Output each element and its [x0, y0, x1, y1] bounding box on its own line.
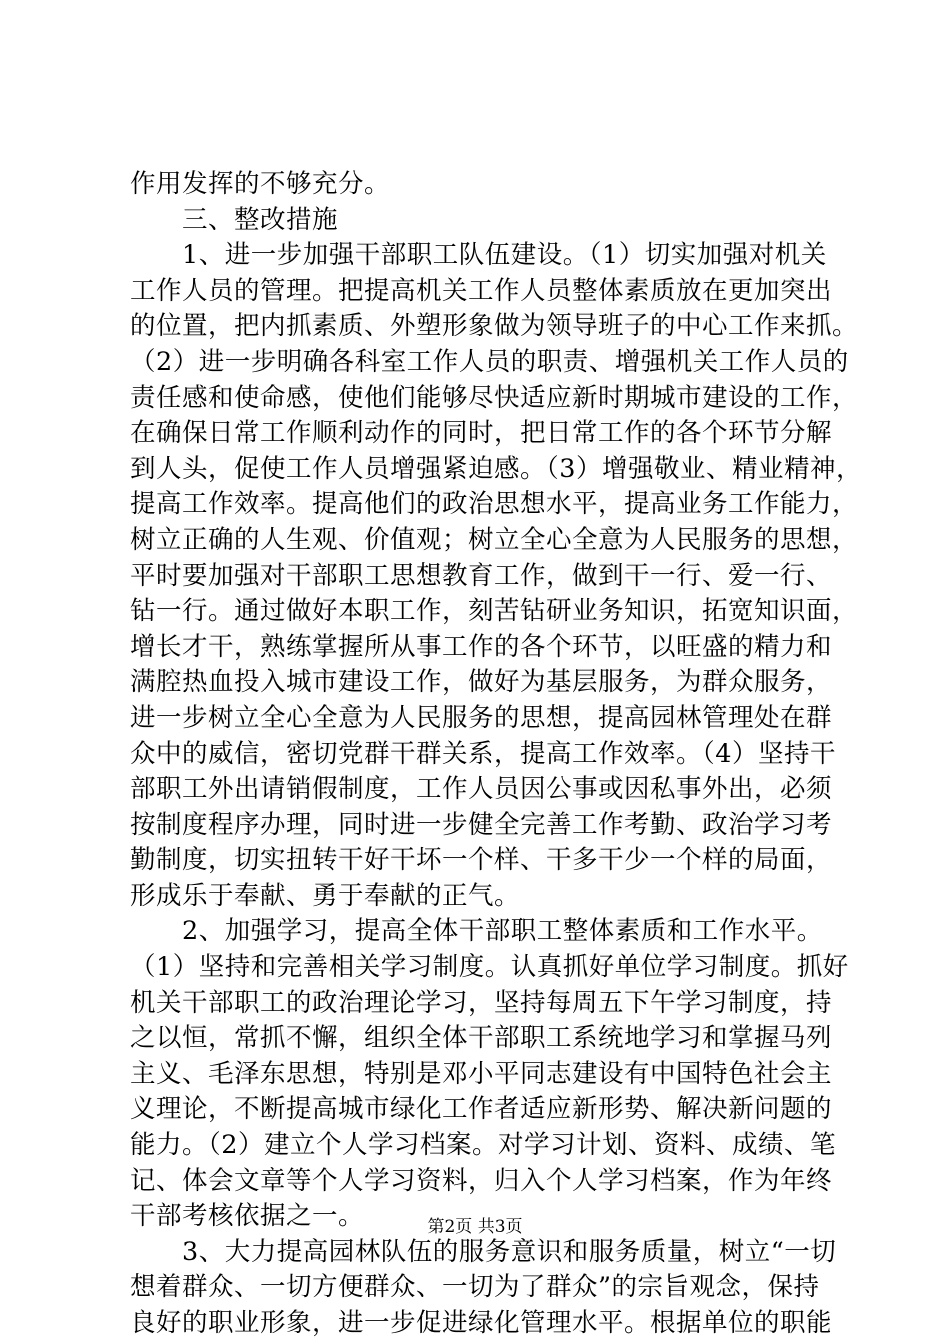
text-line: 增长才干，熟练掌握所从事工作的各个环节，以旺盛的精力和: [130, 631, 833, 662]
paragraph-start: 2、加强学习，提高全体干部职工整体素质和工作水平。: [182, 916, 823, 947]
text-line: （2）进一步明确各科室工作人员的职责、增强机关工作人员的: [130, 346, 849, 377]
text-line: 记、体会文章等个人学习资料，归入个人学习档案，作为年终: [130, 1165, 833, 1196]
text-line: 在确保日常工作顺利动作的同时，把日常工作的各个环节分解: [130, 418, 833, 449]
text-line: 按制度程序办理，同时进一步健全完善工作考勤、政治学习考: [130, 809, 833, 840]
text-line: 部职工外出请销假制度，工作人员因公事或因私事外出，必须: [130, 774, 833, 805]
text-line: 工作人员的管理。把提高机关工作人员整体素质放在更加突出: [130, 275, 833, 306]
text-line: （1）坚持和完善相关学习制度。认真抓好单位学习制度。抓好: [130, 952, 849, 983]
page-number-footer: 第2页 共3页: [427, 1217, 523, 1237]
paragraph-start: 3、大力提高园林队伍的服务意识和服务质量，树立“一切: [182, 1236, 837, 1267]
text-line: 义理论，不断提高城市绿化工作者适应新形势、解决新问题的: [130, 1094, 833, 1125]
text-line: 勤制度，切实扭转干好干坏一个样、干多干少一个样的局面，: [130, 845, 833, 876]
paragraph-start: 1、进一步加强干部职工队伍建设。（1）切实加强对机关: [182, 240, 827, 271]
text-line: 形成乐于奉献、勇于奉献的正气。: [130, 880, 521, 911]
text-line: 干部考核依据之一。: [130, 1201, 365, 1232]
document-body: [130, 167, 862, 1342]
text-line: 平时要加强对干部职工思想教育工作，做到干一行、爱一行、: [130, 560, 833, 591]
text-line: 提高工作效率。提高他们的政治思想水平，提高业务工作能力，: [130, 489, 859, 520]
text-line: 到人头，促使工作人员增强紧迫感。（3）增强敬业、精业精神，: [130, 453, 862, 484]
text-line: 主义、毛泽东思想，特别是邓小平同志建设有中国特色社会主: [130, 1058, 833, 1089]
text-line: 能力。（2）建立个人学习档案。对学习计划、资料、成绩、笔: [130, 1130, 836, 1161]
text-line: 机关干部职工的政治理论学习，坚持每周五下午学习制度，持: [130, 987, 833, 1018]
text-line: 作用发挥的不够充分。: [130, 169, 391, 199]
text-line: 之以恒，常抓不懈，组织全体干部职工系统地学习和掌握马列: [130, 1023, 833, 1054]
text-line: 钻一行。通过做好本职工作，刻苦钻研业务知识，拓宽知识面，: [130, 596, 859, 627]
text-line: 众中的威信，密切党群干群关系，提高工作效率。（4）坚持干: [130, 738, 836, 769]
text-line: 想着群众、一切方便群众、一切为了群众”的宗旨观念，保持: [130, 1272, 820, 1303]
text-line: 树立正确的人生观、价值观；树立全心全意为人民服务的思想，: [130, 524, 859, 555]
text-line: 责任感和使命感，使他们能够尽快适应新时期城市建设的工作，: [130, 382, 859, 413]
text-line: 良好的职业形象，进一步促进绿化管理水平。根据单位的职能: [130, 1308, 833, 1338]
text-line: 的位置，把内抓素质、外塑形象做为领导班子的中心工作来抓。: [130, 311, 859, 342]
text-line: 进一步树立全心全意为人民服务的思想，提高园林管理处在群: [130, 702, 833, 733]
section-heading: 三、整改措施: [182, 204, 339, 235]
text-line: 满腔热血投入城市建设工作，做好为基层服务，为群众服务，: [130, 667, 833, 698]
